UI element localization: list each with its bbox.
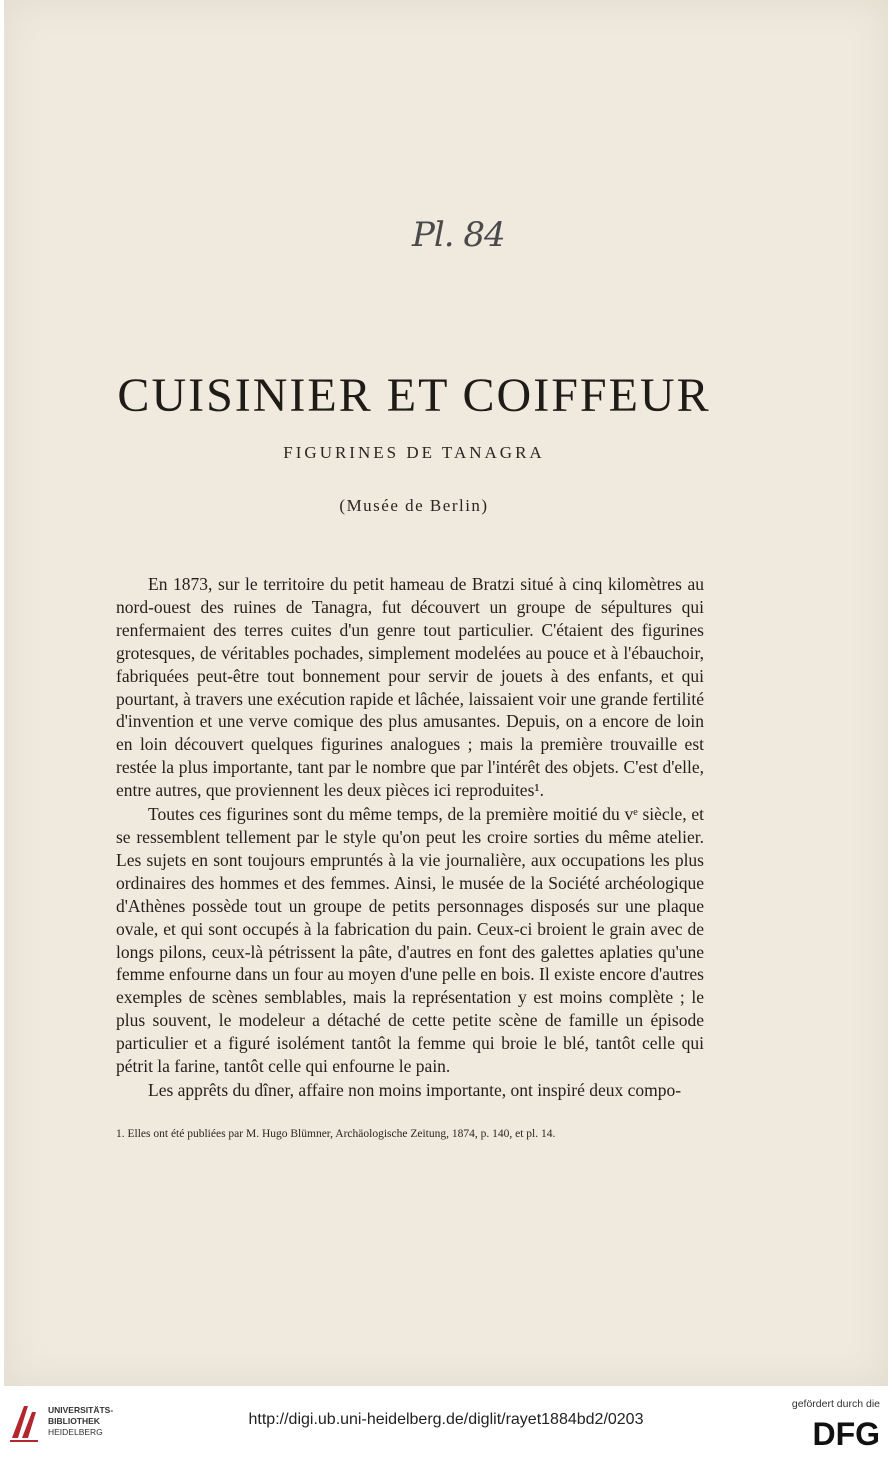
paragraph: En 1873, sur le territoire du petit hameau de Bratzi situé à cinq kilomètres au nord-ouest des ruines de Tanagra, fut découvert un groupe de sépultures qui renfermaient des terres cuites d'un genre tout particulier. C'étaient des figurines grotesques, de véritables pochades, simplement modelées au pouce et à l'ébauchoir, fabriquées peut-être tout bonnement pour servir de jouets à des enfants, et qui pourtant, à travers une exécution rapide et lâchée, laissaient voir une grande fertilité d'invention et une verve comique des plus amusantes. Depuis, on a encore de loin en loin découvert quelques figurines analogues ; mais la première trouvaille est restée la plus importante, tant par le nombre que par l'intérêt des objets. C'est d'elle, entre autres, que proviennent les deux pièces ici reproduites¹. <box>116 574 704 801</box>
library-name: UNIVERSITÄTS- BIBLIOTHEK HEIDELBERG <box>48 1405 114 1437</box>
dfg-logo <box>796 1416 880 1450</box>
museum-line: (Musée de Berlin) <box>339 496 489 515</box>
book-page <box>4 0 888 1386</box>
paragraph: Toutes ces figurines sont du même temps, de la première moitié du vᵉ siècle, et se ressemblent tellement par le style qu'on peut les croire sorties du même atelier. Les sujets en sont toujours empruntés à la vie journalière, aux occupations les plus ordinaires des hommes et des femmes. Ainsi, le musée de la Société archéologique d'Athènes possède tout un groupe de petits personnages disposés sur une plaque ovale, et qui sont occupés à la fabrication du pain. Ceux-ci broient le grain avec de longs pilons, ceux-là pétrissent la pâte, d'autres en font des galettes aplaties qu'une femme enfourne dans un four au moyen d'une pelle en bois. Il existe encore d'autres exemples de scènes semblables, mais la représentation y est moins complète ; le plus souvent, le modeleur a détaché de cette petite scène de famille un épisode particulier et a figuré isolément tantôt la femme qui broie le blé, tantôt celle qui pétrit la farine, tantôt celle qui enfourne le pain. <box>116 804 704 1077</box>
article-body <box>116 573 704 1102</box>
dfg-logo-text: DFG <box>812 1416 880 1450</box>
handwritten-plate-note: Pl. 84 <box>412 215 505 255</box>
page-subtitle: FIGURINES DE TANAGRA <box>283 443 545 462</box>
funding-credit[interactable] <box>770 1398 880 1450</box>
funding-label: gefördert durch die <box>791 1398 880 1410</box>
page-title: CUISINIER ET COIFFEUR <box>117 369 711 422</box>
paragraph: Les apprêts du dîner, affaire non moins importante, ont inspiré deux compo- <box>148 1079 682 1100</box>
permalink-url[interactable]: http://digi.ub.uni-heidelberg.de/diglit/rayet1884bd2/0203 <box>248 1411 644 1428</box>
footnote: 1. Elles ont été publiées par M. Hugo Blümner, Archäologische Zeitung, 1874, p. 140, et pl. 14. <box>116 1128 556 1140</box>
